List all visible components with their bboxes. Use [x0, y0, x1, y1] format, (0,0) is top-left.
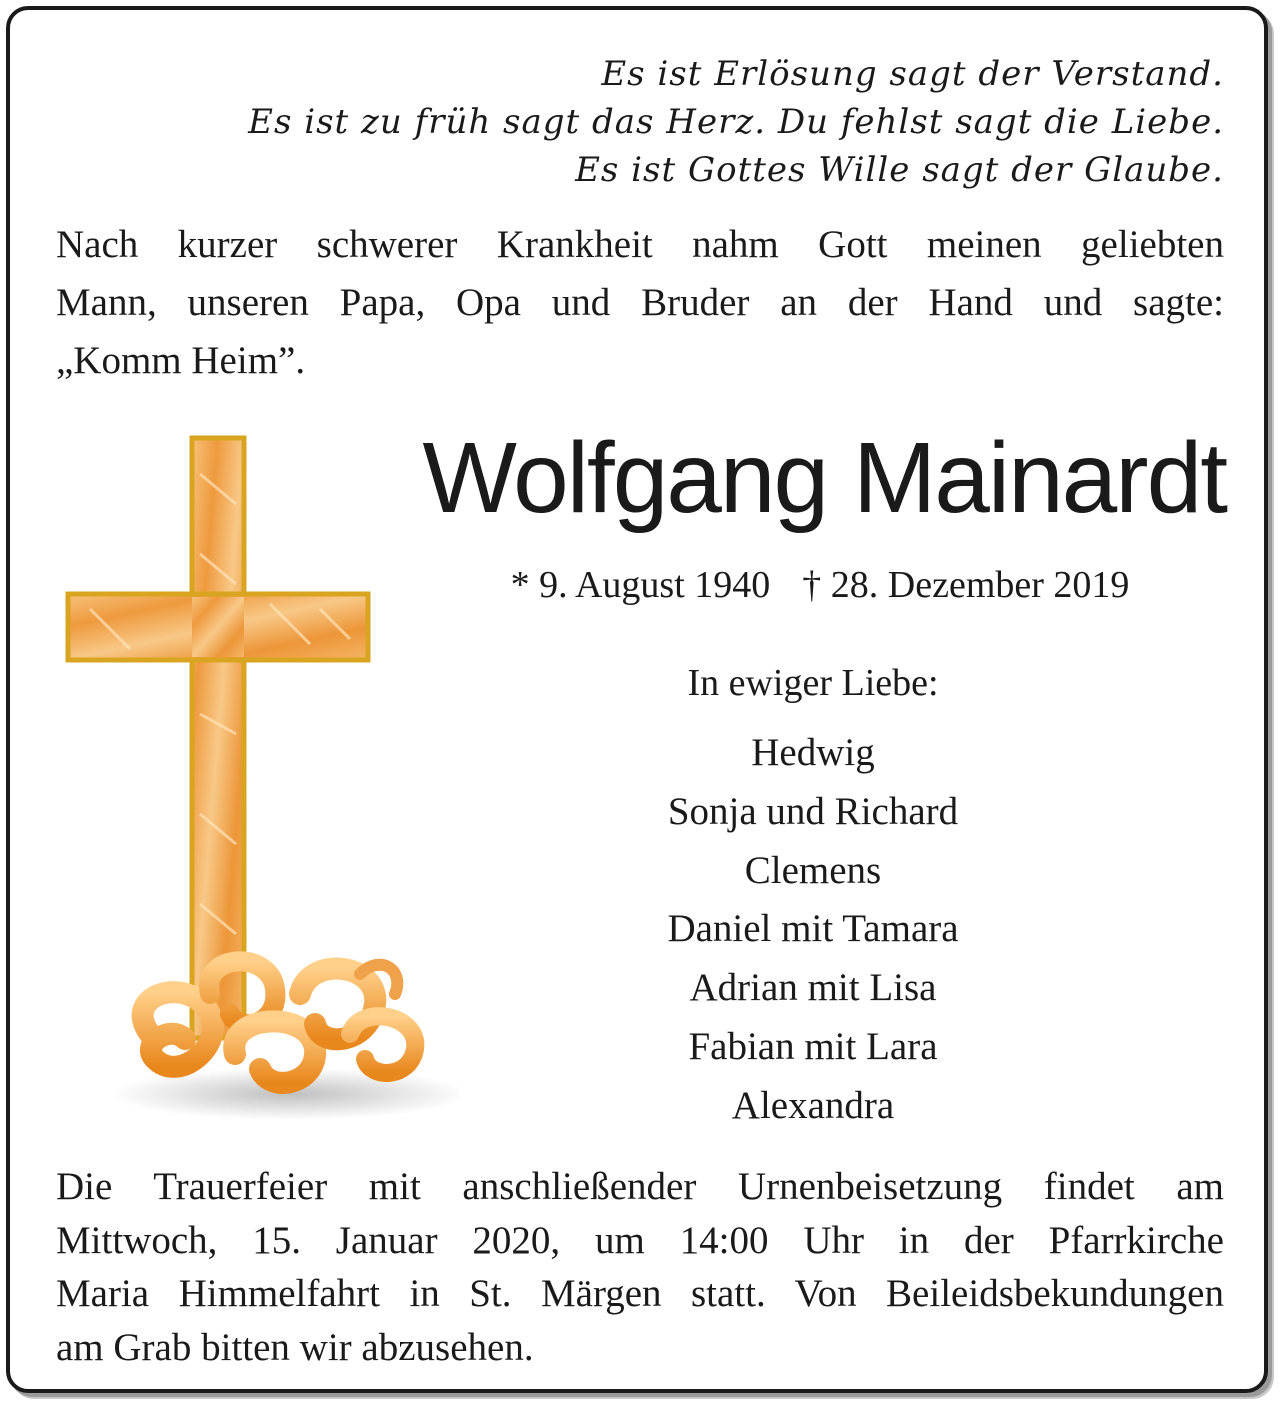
mourner-name: Adrian mit Lisa — [689, 966, 937, 1010]
funeral-line: Mittwoch, 15. Januar 2020, um 14:00 Uhr in der Pfarrkirche — [56, 1218, 1224, 1262]
mourner-name: Daniel mit Tamara — [667, 907, 959, 951]
motto-line: Es ist Erlösung sagt der Verstand. — [601, 54, 1224, 94]
mourner-name: Hedwig — [751, 731, 875, 774]
wooden-cross-icon — [60, 434, 460, 1134]
motto-line: Es ist zu früh sagt das Herz. Du fehlst sagt die Liebe. — [248, 102, 1224, 142]
death-date: † 28. Dezember 2019 — [802, 564, 1130, 606]
deceased-name: Wolfgang Mainardt — [422, 422, 1226, 534]
life-dates — [440, 560, 1200, 610]
intro-text — [56, 216, 1224, 390]
mourner-name: Alexandra — [731, 1083, 895, 1127]
intro-line: Nach kurzer schwerer Krankheit nahm Gott meinen geliebten — [56, 223, 1224, 266]
motto-verse — [124, 50, 1224, 194]
mourner-name: Sonja und Richard — [667, 789, 959, 833]
wood-shavings-icon — [143, 961, 416, 1083]
motto-line: Es ist Gottes Wille sagt der Glaube. — [575, 150, 1224, 190]
mourners-list — [500, 724, 1126, 1136]
birth-date: * 9. August 1940 — [510, 564, 771, 606]
funeral-line: am Grab bitten wir abzusehen. — [56, 1325, 534, 1369]
mourner-name: Clemens — [744, 848, 882, 892]
funeral-line: Maria Himmelfahrt in St. Märgen statt. Von Beileidsbekundungen — [56, 1272, 1224, 1315]
intro-line: Mann, unseren Papa, Opa und Bruder an der Hand und sagte: — [56, 281, 1224, 324]
mourner-name: Fabian mit Lara — [688, 1024, 938, 1068]
funeral-line: Die Trauerfeier mit anschließender Urnenbeisetzung findet am — [56, 1165, 1224, 1208]
funeral-info — [56, 1160, 1224, 1374]
love-heading: In ewiger Liebe: — [687, 662, 939, 704]
intro-line: „Komm Heim”. — [56, 339, 306, 382]
